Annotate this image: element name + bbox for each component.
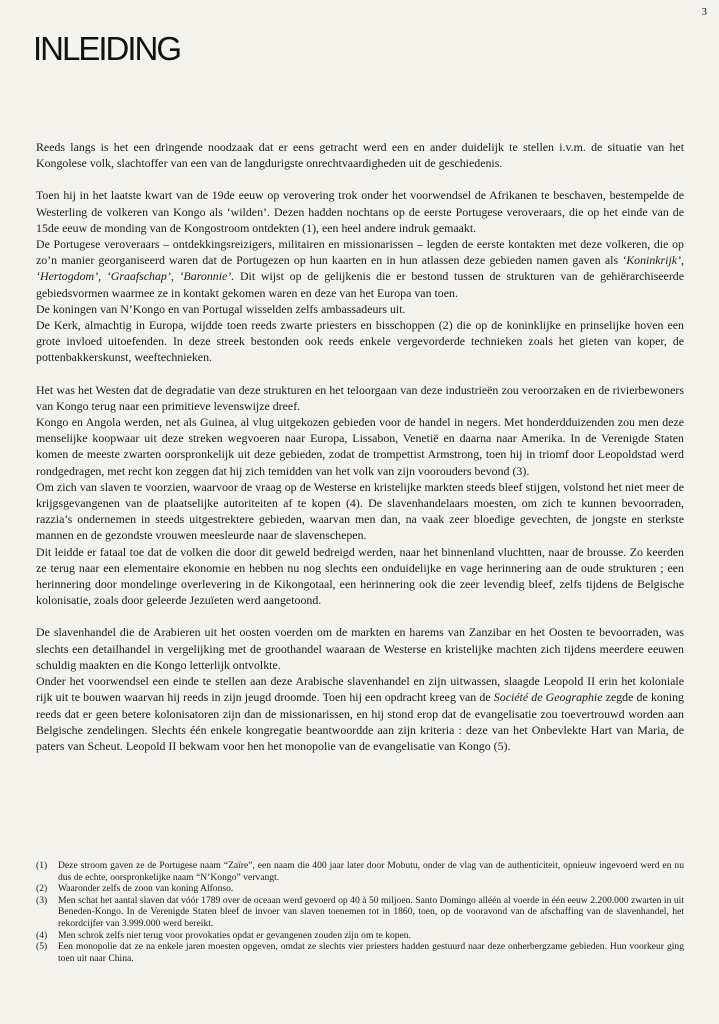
footnote-text: Deze stroom gaven ze de Portugese naam “Zaïre”, een naam die 400 jaar later door Mobutu, onder de vlag van de authenticiteit, opnieuw ingevoerd werd en nu dus de echte, oorspronkelijke naam “N’Kongo” vervangt. [58, 860, 684, 883]
paragraph-text: Toen hij in het laatste kwart van de 19de eeuw op verovering trok onder het voorwendsel de Afrikanen te beschaven, bestempelde de Westerling de volkeren van Kongo als ‘wilden’. Dezen hadden nochtans op de eerste Portugese veroveraars, die op het einde van de 15de eeuw de monding van de Kongostroom ontdekten (1), een heel andere indruk gemaakt. [36, 188, 684, 235]
italic-text: ‘Koninkrijk’, ‘Hertogdom’, ‘Graafschap’, ‘Baronnie’. [36, 253, 684, 284]
paragraph-text: Dit leidde er fataal toe dat de volken die door dit geweld bedreigd werden, naar het binnenland vluchtten, naar de brousse. Zo keerden ze terug naar een elementaire ekonomie en hebben nu nog slechts een onduidelijke en vage herinnering aan de oude strukturen ; een herinnering door mondelinge overlevering in de Kikongotaal, een herinnering ook die zeer levendig bleef, zelfs tijdens de Belgische kolonisatie, zoals door geleerde Jezuïeten werd aangetoond. [36, 544, 684, 608]
paragraph-text: De slavenhandel die de Arabieren uit het oosten voerden om de markten en harems van Zanzibar en het Oosten te bevoorraden, was slechts een detailhandel in vergelijking met de groothandel waaraan de Westerse en kristelijke machten zich tijdens meerdere eeuwen schuldig maakten en die Kongo letterlijk ontvolkte. [36, 625, 684, 672]
page-number: 3 [701, 6, 707, 18]
paragraph-text: Dit wijst op de gelijkenis die er bestond tussen de strukturen van de gehiërarchiseerde gebiedsvormen waarmee ze in kontakt gekomen waren en deze van het Europa van toen. [36, 269, 684, 300]
footnote-text: Men schrok zelfs niet terug voor provokaties opdat er gevangenen zouden zijn om te kopen. [58, 929, 411, 941]
footnote [36, 895, 684, 930]
paragraph [36, 139, 684, 171]
paragraph-text: Kongo en Angola werden, net als Guinea, al vlug uitgekozen gebieden voor de handel in negers. Met honderdduizenden zou men deze menselijke koopwaar uit deze streken wegvoeren naar Europa, Lissabon, Venetië en daarna naar Amerika. In de Verenigde Staten komen de meeste zwarten oorspronkelijk uit deze gebieden, zodat de trompettist Armstrong, toen hij in triomf door Leopoldstad werd rondgedragen, met recht kon zeggen dat hij zich temidden van het volk van zijn voorouders bevond (3). [36, 415, 684, 478]
paragraph-text: De koningen van N’Kongo en van Portugal wisselden zelfs ambassadeurs uit. [36, 301, 406, 316]
paragraph [36, 544, 684, 609]
paragraph [36, 236, 684, 301]
footnote [36, 941, 684, 964]
paragraph [36, 301, 684, 317]
footnote-number: (2) [36, 883, 48, 895]
paragraph [36, 317, 684, 366]
footnote-number: (1) [36, 860, 48, 871]
footnote-number: (5) [36, 941, 48, 953]
footnote-number: (3) [36, 894, 48, 906]
paragraph-text: zegde de koning reeds dat er geen betere kolonisatoren zijn dan de missionarissen, en hij stond erop dat de evangelisatie zou toevertrouwd worden aan Belgische zendelingen. Slechts één enkele kongregatie beantwoordde aan zijn kriteria : deze van het Onbevlekte Hart van Maria, de paters van Scheut. Leopold II bekwam voor hen het monopolie van de evangelisatie van Kongo (5). [36, 690, 684, 753]
paragraph [36, 624, 684, 673]
footnote-text: Waaronder zelfs de zoon van koning Alfonso. [58, 883, 234, 895]
paragraph-text: Reeds langs is het een dringende noodzaak dat er eens getracht werd een en ander duidelijk te stellen i.v.m. de situatie van het Kongolese volk, slachtoffer van een van de langdurigste onrechtvaardigheden uit de geschiedenis. [36, 140, 684, 171]
paragraph [36, 187, 684, 236]
paragraph-text: De Portugese veroveraars – ontdekkingsreizigers, militairen en missionarissen – legden de eerste kontakten met deze volkeren, die op zo’n manier georganiseerd waren dat de Portugezen op hun kaarten en in hun atlassen deze gebieden namen gaven als [36, 237, 684, 268]
footnote-text: Men schat het aantal slaven dat vóór 1789 over de oceaan werd gevoerd op 40 à 50 miljoen. Santo Domingo alléén al voerde in één eeuw 2.200.000 zwarten in uit Beneden-Kongo. In de Verenigde Staten bleef de invoer van slaven toenemen tot in 1860, toen, op de vooravond van de afschaffing van de slavenhandel, het rekordcijfer van 3.999.000 werd bereikt. [58, 894, 684, 929]
paragraph-text: De Kerk, almachtig in Europa, wijdde toen reeds zwarte priesters en bisschoppen (2) die op de koninklijke en prinselijke hoven een grote invloed uitoefenden. In deze streek bestonden ook reeds enkele vergevorderde technieken zoals het gieten van koper, de pottenbakkerskunst, weeftechnieken. [36, 318, 684, 365]
paragraph-text: Om zich van slaven te voorzien, waarvoor de vraag op de Westerse en kristelijke markten steeds bleef stijgen, volstond het niet meer de krijgsgevangenen van de plaatselijke autoriteiten af te kopen (4). De slavenhandelaars moesten, om zich te kunnen bevoorraden, razzia’s ondernemen in steeds uitgestrektere gebieden, waarvan men dan, na vaak zeer bloedige gevechten, de jongste en sterkste mannen en de gezondste vrouwen meesleurde naar de slavenschepen. [36, 479, 684, 543]
body-text [36, 139, 684, 754]
footnote [36, 883, 684, 895]
paragraph [36, 382, 684, 414]
paragraph-text: Onder het voorwendsel een einde te stellen aan deze Arabische slavenhandel en zijn uitwassen, slaagde Leopold II erin het koloniale rijk uit te bouwen waarvan hij reeds in zijn jeugd droomde. Toen hij een opdracht kreeg van de [36, 674, 684, 705]
footnote-text: Een monopolie dat ze na enkele jaren moesten opgeven, omdat ze slechts vier priesters hadden gestuurd naar deze onherbergzame gebieden. Hun voorkeur ging toen uit naar China. [58, 941, 684, 964]
footnote [36, 930, 684, 942]
footnotes [36, 860, 684, 964]
paragraph [36, 673, 684, 754]
footnote [36, 860, 684, 883]
italic-text: Société de Geographie [493, 690, 603, 705]
paragraph-text: Het was het Westen dat de degradatie van deze strukturen en het teloorgaan van deze industrieën zou veroorzaken en de rivierbewoners van Kongo terug naar een primitieve levenswijze dreef. [36, 382, 684, 413]
paragraph [36, 479, 684, 544]
page-title: INLEIDING [33, 30, 181, 67]
footnote-number: (4) [36, 929, 48, 941]
paragraph [36, 414, 684, 479]
